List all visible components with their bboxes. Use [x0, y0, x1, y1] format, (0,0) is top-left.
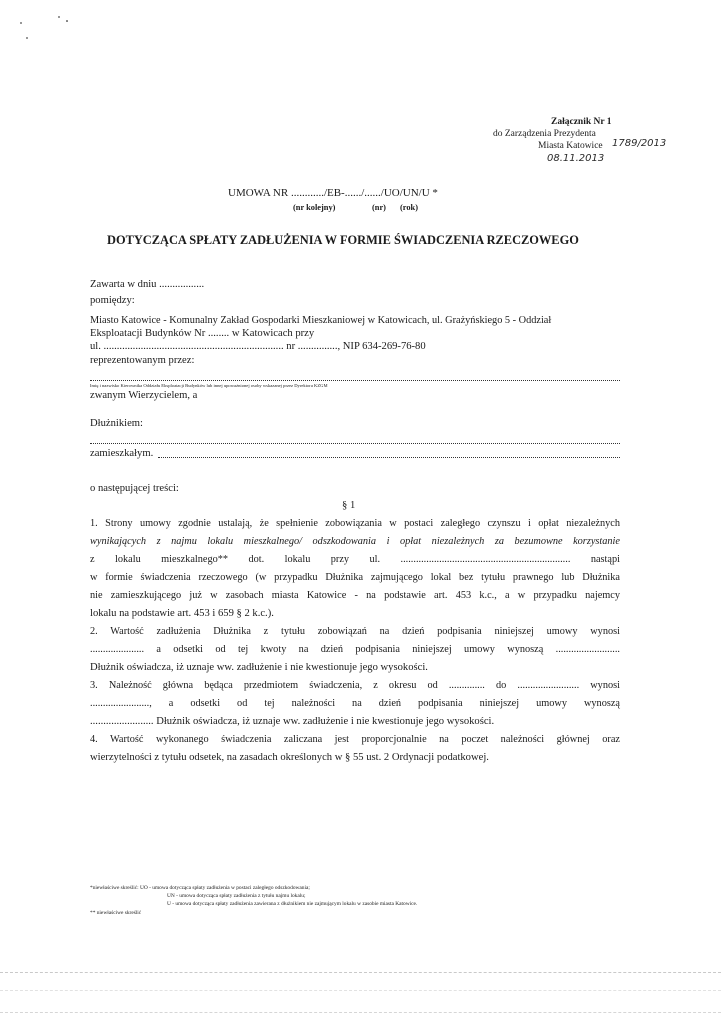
paragraph-3-line-1: 3. Należność główna będąca przedmiotem świadczenia, z okresu od .............. do ........................ wynosi: [90, 680, 620, 691]
section-heading: § 1: [342, 500, 356, 511]
signatory-note: Imię i nazwisko Kierownika Oddziału Eksploatacji Budynków lub innej upoważnionej osoby wskazanej przez Dyrektora KZGM: [90, 383, 328, 388]
paragraph-1-line-5: nie zamieszkującego już w zasobach miasta Katowice - na podstawie art. 453 k.c., a w przypadku najemcy: [90, 590, 620, 601]
footnote-4: ** niewłaściwe skreślić: [90, 910, 142, 916]
handwritten-number: 1789/2013: [612, 138, 667, 149]
pomiedzy-line: pomiędzy:: [90, 295, 135, 306]
nastepujacej-line: o następującej treści:: [90, 483, 179, 494]
contract-sub-nr: (nr): [372, 203, 386, 212]
annex-line2: do Zarządzenia Prezydenta: [493, 129, 596, 139]
annex-line3: Miasta Katowice: [538, 141, 603, 151]
paragraph-2-line-1: 2. Wartość zadłużenia Dłużnika z tytułu zobowiązań na dzień podpisania niniejszej umowy wynosi: [90, 626, 620, 637]
scan-edge-line: [0, 972, 721, 973]
scan-speck: [66, 20, 68, 22]
zawarta-line: Zawarta w dniu .................: [90, 279, 205, 290]
fill-in-line: [90, 380, 620, 381]
contract-sub-rok: (rok): [400, 203, 418, 212]
footnote-3: U - umowa dotycząca spłaty zadłużenia zawierana z dłużnikiem nie zajmującym lokalu w zasobie miasta Katowice.: [167, 901, 418, 907]
miasto-line-1: Miasto Katowice - Komunalny Zakład Gospodarki Mieszkaniowej w Katowicach, ul. Grażyńskiego 5 - Oddział: [90, 315, 552, 326]
document-title: DOTYCZĄCA SPŁATY ZADŁUŻENIA W FORMIE ŚWIADCZENIA RZECZOWEGO: [107, 233, 579, 247]
paragraph-4-line-1: 4. Wartość wykonanego świadczenia zaliczana jest proporcjonalnie na poczet należności głównej oraz: [90, 734, 620, 745]
scan-edge-line: [0, 1012, 721, 1013]
paragraph-3-line-2: ......................., a odsetki od tej należności na dzień podpisania niniejszej umowy wynoszą: [90, 698, 620, 709]
address-line: ul. .................................................................... nr ..............., NIP 634-269-76-80: [90, 341, 426, 352]
scan-speck: [20, 22, 22, 24]
scan-edge-line: [0, 990, 721, 991]
annex-title: Załącznik Nr 1: [551, 117, 612, 127]
paragraph-1-line-3: z lokalu mieszkalnego** dot. lokalu przy ul. .................................................................. nastąpi: [90, 554, 620, 565]
scan-speck: [26, 37, 28, 39]
footnote-1: *niewłaściwe skreślić: UO - umowa dotycząca spłaty zadłużenia w postaci zaległego odszkodowania;: [90, 885, 310, 891]
handwritten-date: 08.11.2013: [547, 153, 605, 164]
zwanym-line: zwanym Wierzycielem, a: [90, 390, 198, 401]
paragraph-1-line-4: w formie świadczenia rzeczowego (w przypadku Dłużnika zajmującego lokal bez tytułu prawnego lub Dłużnika: [90, 572, 620, 583]
zamieszkalym-label: zamieszkałym.: [90, 448, 154, 459]
footnote-2: UN - umowa dotycząca spłaty zadłużenia z tytułu najmu lokalu;: [167, 893, 306, 899]
dluznikiem-label: Dłużnikiem:: [90, 418, 143, 429]
miasto-line-2: Eksploatacji Budynków Nr ........ w Katowicach przy: [90, 328, 315, 339]
contract-sub-kolejny: (nr kolejny): [293, 203, 336, 212]
contract-number-line: UMOWA NR ............/EB-....../....../UO/UN/U *: [228, 187, 438, 199]
paragraph-1-line-2: wynikających z najmu lokalu mieszkalnego/ odszkodowania i opłat niezależnych za bezumowne korzystanie: [90, 536, 620, 547]
paragraph-4-line-2: wierzytelności z tytułu odsetek, na zasadach określonych w § 55 ust. 2 Ordynacji podatkowej.: [90, 752, 489, 763]
reprezentowanym-line: reprezentowanym przez:: [90, 355, 195, 366]
paragraph-2-line-3: Dłużnik oświadcza, iż uznaje ww. zadłużenie i nie kwestionuje jego wysokości.: [90, 662, 428, 673]
fill-in-line: [90, 443, 620, 444]
paragraph-1-line-1: 1. Strony umowy zgodnie ustalają, że spełnienie zobowiązania w postaci zaległego czynszu i opłat niezależnych: [90, 518, 620, 529]
paragraph-1-line-6: lokalu na podstawie art. 453 i 659 § 2 k.c.).: [90, 608, 274, 619]
fill-in-line: [158, 457, 620, 458]
paragraph-2-line-2: ..................... a odsetki od tej kwoty na dzień podpisania niniejszej umowy wynoszą .........................: [90, 644, 620, 655]
scan-speck: [58, 16, 60, 18]
paragraph-3-line-3: ........................ Dłużnik oświadcza, iż uznaje ww. zadłużenie i nie kwestionuje jego wysokości.: [90, 716, 495, 727]
